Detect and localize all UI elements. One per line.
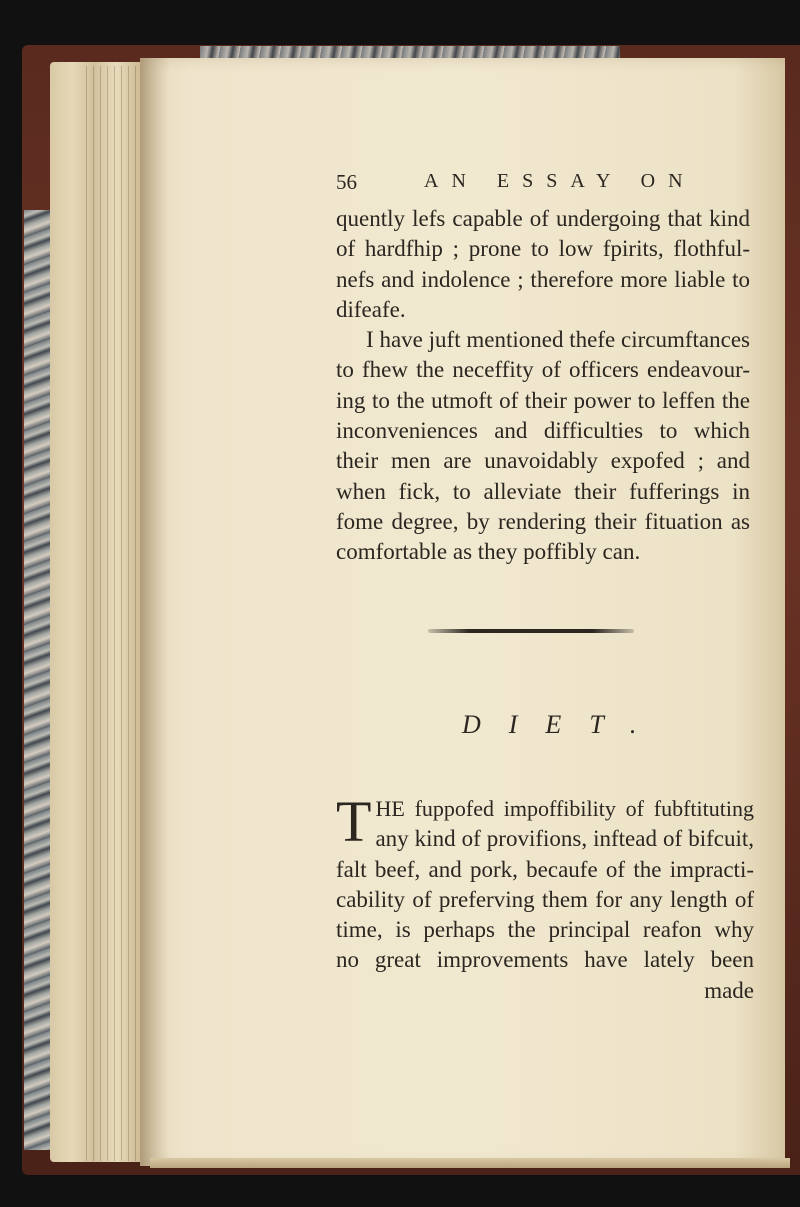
- gutter-shadow: [140, 58, 170, 1166]
- text-line: difeafe.: [336, 296, 406, 322]
- text-line: nefs and indolence ; therefore more liable to: [336, 266, 750, 292]
- paragraph-1: [336, 204, 750, 325]
- text-line: any kind of provifions, inftead of bifcuit,: [375, 826, 754, 852]
- catchword: made: [704, 977, 754, 1003]
- book-page: [140, 58, 785, 1166]
- page-number: 56: [336, 170, 357, 194]
- text-line: inconveniences and difficulties to which: [336, 418, 750, 444]
- text-line: their men are unavoidably expofed ; and: [336, 448, 750, 474]
- marbled-endpaper-edge: [24, 210, 50, 1150]
- text-line: fome degree, by rendering their fituation as: [336, 508, 750, 534]
- text-line: no great improvements have lately been: [336, 947, 754, 973]
- text-line: when fick, to alleviate their fufferings in: [336, 478, 750, 504]
- diet-paragraph: [336, 789, 754, 1006]
- page-header: [336, 170, 750, 204]
- section-divider-rule: [428, 629, 634, 633]
- drop-cap: T: [336, 789, 372, 854]
- page-bottom-edge: [150, 1158, 790, 1168]
- text-line: falt beef, and pork, becaufe of the impracti-: [336, 856, 754, 882]
- text-line: HE fuppofed impoffibility of fubftituting: [375, 796, 754, 821]
- text-line: I have juft mentioned thefe circumftances: [366, 327, 750, 353]
- text-line: quently lefs capable of undergoing that kind: [336, 206, 750, 231]
- page-text-block: [336, 170, 750, 568]
- section-title: DIET.: [462, 710, 665, 739]
- running-title: AN ESSAY ON: [424, 170, 696, 192]
- paragraph-2: [336, 325, 750, 567]
- text-line: to fhew the neceffity of officers endeavour-: [336, 357, 750, 383]
- text-line: cability of preferving them for any length of: [336, 886, 754, 912]
- text-line: comfortable as they poffibly can.: [336, 539, 641, 565]
- text-line: time, is perhaps the principal reafon why: [336, 917, 754, 943]
- text-line: ing to the utmoft of their power to leffen the: [336, 387, 750, 413]
- text-line: of hardfhip ; prone to low fpirits, flothful-: [336, 236, 750, 262]
